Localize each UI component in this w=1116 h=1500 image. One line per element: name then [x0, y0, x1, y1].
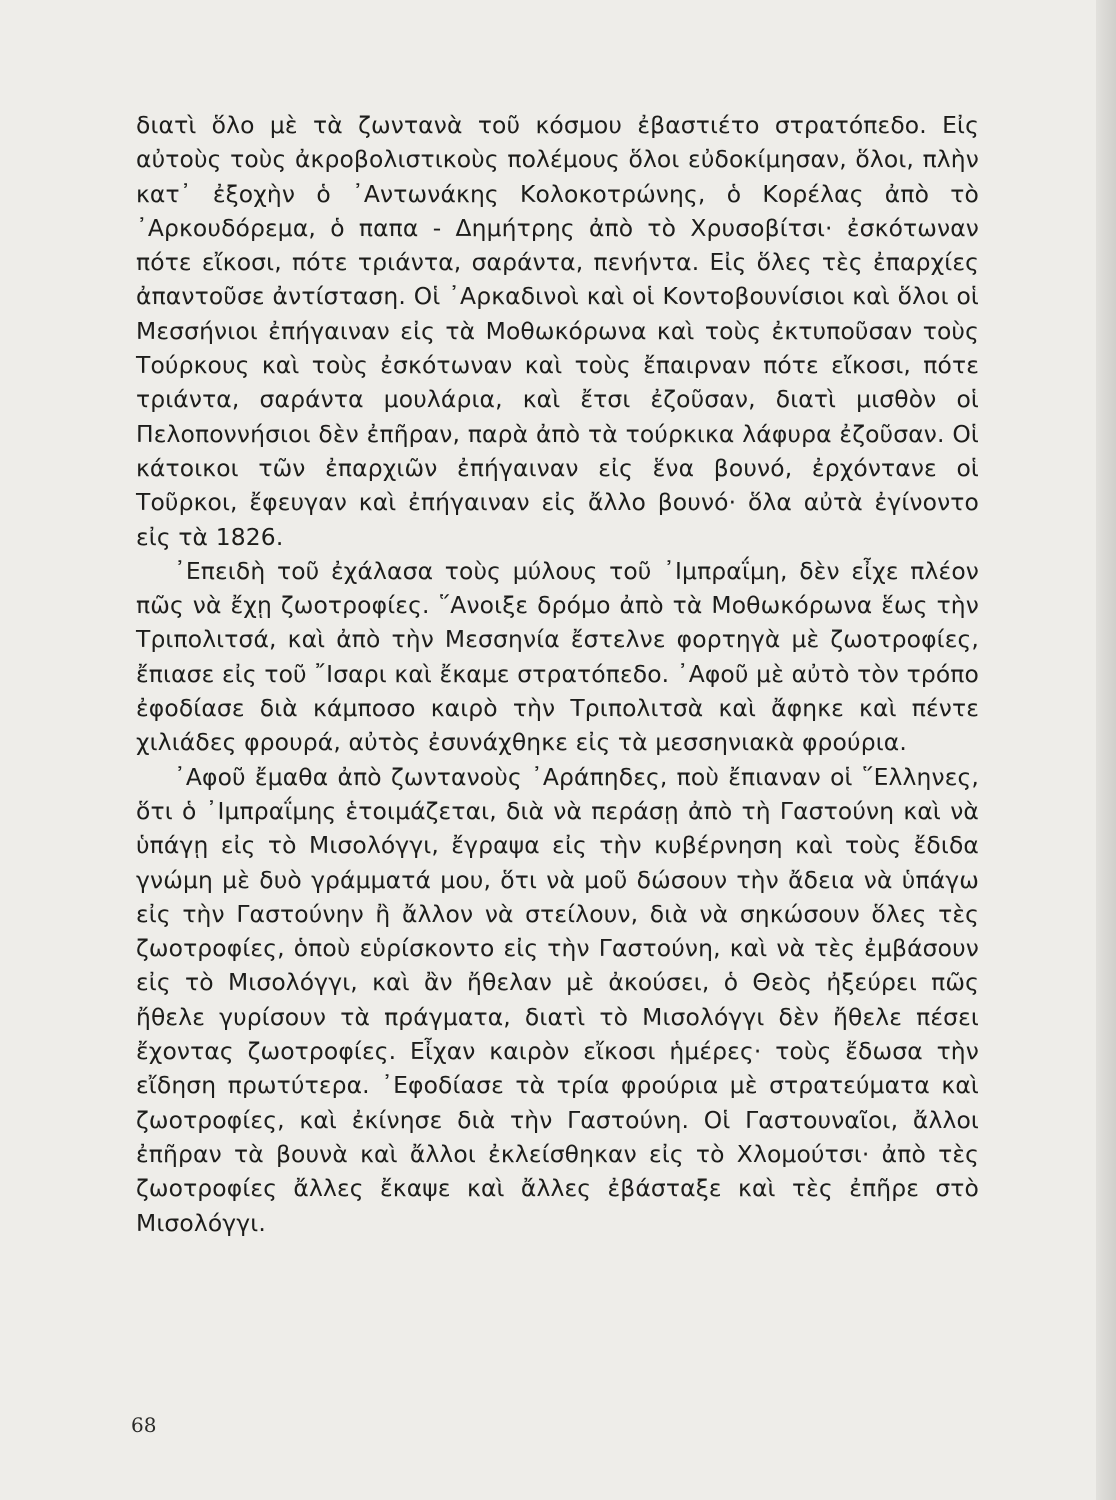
paragraph-1: διατὶ ὅλο μὲ τὰ ζωντανὰ τοῦ κόσμου ἐβαστιέτο στρατόπεδο. Εἰς αὐτοὺς τοὺς ἀκροβολιστικοὺς πολέμους ὅλοι εὐδοκίμησαν, ὅλοι, πλὴν κατ᾽ ἐξοχὴν ὁ ᾽Αντωνάκης Κολοκοτρώνης, ὁ Κορέλας ἀπὸ τὸ ᾽Αρκουδόρεμα, ὁ παπα - Δημήτρης ἀπὸ τὸ Χρυσοβίτσι· ἐσκότωναν πότε εἴκοσι, πότε τριάντα, σαράντα, πενήντα. Εἰς ὅλες τὲς ἐπαρχίες ἀπαντοῦσε ἀντίσταση. Οἱ ᾽Αρκαδινοὶ καὶ οἱ Κοντοβουνίσιοι καὶ ὅλοι οἱ Μεσσήνιοι ἐπήγαιναν εἰς τὰ Μοθωκόρωνα καὶ τοὺς ἐκτυποῦσαν τοὺς Τούρκους καὶ τοὺς ἐσκότωναν καὶ τοὺς ἔπαιρναν πότε εἴκοσι, πότε τριάντα, σαράντα μουλάρια, καὶ ἔτσι ἐζοῦσαν, διατὶ μισθὸν οἱ Πελοποννήσιοι δὲν ἐπῆραν, παρὰ ἀπὸ τὰ τούρκικα λάφυρα ἐζοῦσαν. Οἱ κάτοικοι τῶν ἐπαρχιῶν ἐπήγαιναν εἰς ἕνα βουνό, ἐρχόντανε οἱ Τοῦρκοι, ἔφευγαν καὶ ἐπήγαιναν εἰς ἄλλο βουνό· ὅλα αὐτὰ ἐγίνοντο εἰς τὰ 1826.	[136, 111, 979, 551]
body-text	[136, 108, 979, 1240]
paragraph-3: ᾽Αφοῦ ἔμαθα ἀπὸ ζωντανοὺς ᾽Αράπηδες, ποὺ ἔπιαναν οἱ ῞Ελληνες, ὅτι ὁ ᾽Ιμπραΐμης ἑτοιμάζεται, διὰ νὰ περάσῃ ἀπὸ τὴ Γαστούνη καὶ νὰ ὑπάγῃ εἰς τὸ Μισολόγγι, ἔγραψα εἰς τὴν κυβέρνηση καὶ τοὺς ἔδιδα γνώμη μὲ δυὸ γράμματά μου, ὅτι νὰ μοῦ δώσουν τὴν ἄδεια νὰ ὑπάγω εἰς τὴν Γαστούνην ἢ ἄλλον νὰ στείλουν, διὰ νὰ σηκώσουν ὅλες τὲς ζωοτροφίες, ὁποὺ εὑρίσκοντο εἰς τὴν Γαστούνη, καὶ νὰ τὲς ἐμβάσουν εἰς τὸ Μισολόγγι, καὶ ἂν ἤθελαν μὲ ἀκούσει, ὁ Θεὸς ἠξεύρει πῶς ἤθελε γυρίσουν τὰ πράγματα, διατὶ τὸ Μισολόγγι δὲν ἤθελε πέσει ἔχοντας ζωοτροφίες. Εἶχαν καιρὸν εἴκοσι ἡμέρες· τοὺς ἔδωσα τὴν εἴδηση πρωτύτερα. ᾽Εφοδίασε τὰ τρία φρούρια μὲ στρατεύματα καὶ ζωοτροφίες, καὶ ἐκίνησε διὰ τὴν Γαστούνη. Οἱ Γαστουναῖοι, ἄλλοι ἐπῆραν τὰ βουνὰ καὶ ἄλλοι ἐκλείσθηκαν εἰς τὸ Χλομούτσι· ἀπὸ τὲς ζωοτροφίες ἄλλες ἔκαψε καὶ ἄλλες ἐβάσταξε καὶ τὲς ἐπῆρε στὸ Μισολόγγι.	[136, 762, 979, 1237]
page-number: 68	[131, 1413, 157, 1437]
paragraph-2: ᾽Επειδὴ τοῦ ἐχάλασα τοὺς μύλους τοῦ ᾽Ιμπραΐμη, δὲν εἶχε πλέον πῶς νὰ ἔχῃ ζωοτροφίες. ῞Ανοιξε δρόμο ἀπὸ τὰ Μοθωκόρωνα ἕως τὴν Τριπολιτσά, καὶ ἀπὸ τὴν Μεσσηνία ἔστελνε φορτηγὰ μὲ ζωοτροφίες, ἔπιασε εἰς τοῦ ῎Ισαρι καὶ ἔκαμε στρατόπεδο. ᾽Αφοῦ μὲ αὐτὸ τὸν τρόπο ἐφοδίασε διὰ κάμποσο καιρὸ τὴν Τριπολιτσὰ καὶ ἄφηκε καὶ πέντε χιλιάδες φρουρά, αὐτὸς ἐσυνάχθηκε εἰς τὰ μεσσηνιακὰ φρούρια.	[136, 556, 979, 757]
page-edge	[1096, 0, 1116, 1500]
